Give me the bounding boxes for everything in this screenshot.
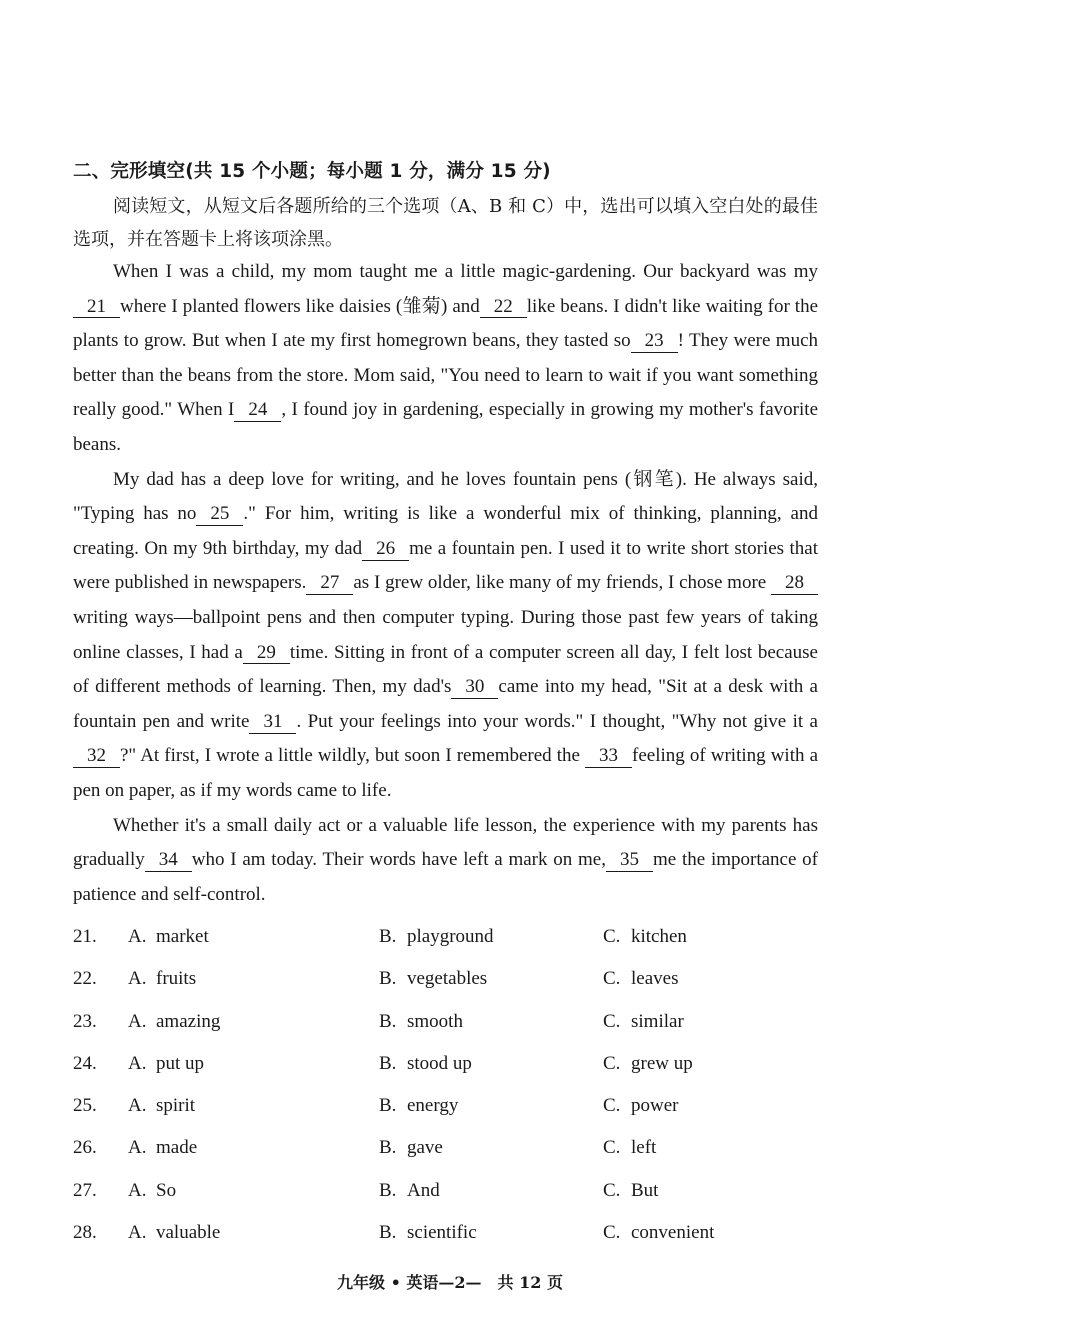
option-text: convenient	[631, 1222, 715, 1244]
answer-options-list	[73, 918, 833, 1256]
option-c[interactable]	[603, 926, 687, 948]
passage-text: . Put your feelings into your words." I thought, "Why not give it a	[296, 710, 818, 732]
blank-32: 32	[73, 746, 120, 768]
question-row	[73, 918, 833, 960]
option-text: grew up	[631, 1052, 693, 1074]
option-letter: A.	[128, 968, 147, 990]
question-row	[73, 1003, 833, 1045]
option-letter: B.	[379, 1010, 397, 1032]
blank-28: 28	[771, 573, 818, 595]
option-text: similar	[631, 1010, 684, 1032]
passage-text: Whether it's a small daily act or a valuable life lesson, the experience with my parents has gradually	[73, 814, 818, 871]
option-c[interactable]	[603, 1095, 678, 1117]
option-text: kitchen	[631, 926, 687, 947]
question-number: 27.	[73, 1179, 97, 1201]
question-number: 23.	[73, 1010, 97, 1032]
option-text: fruits	[156, 968, 197, 990]
cloze-passage	[73, 255, 818, 912]
option-letter: C.	[603, 968, 621, 990]
option-text: But	[631, 1179, 659, 1201]
question-number: 24.	[73, 1052, 97, 1074]
passage-text: writing ways—ballpoint pens and then computer typing. During those past few years of taking online classes, I had a	[73, 606, 818, 663]
question-number: 26.	[73, 1137, 97, 1159]
blank-24: 24	[234, 400, 281, 422]
option-letter: C.	[603, 1095, 621, 1117]
passage-text: me the importance of patience and self-control.	[73, 849, 818, 905]
question-row	[73, 1172, 833, 1214]
option-letter: C.	[603, 1052, 621, 1074]
option-b[interactable]	[379, 926, 494, 948]
option-letter: A.	[128, 1179, 147, 1201]
question-row	[73, 1214, 833, 1256]
option-letter: C.	[603, 1137, 621, 1159]
question-number: 21.	[73, 926, 97, 947]
option-text: spirit	[156, 1095, 196, 1117]
blank-23: 23	[631, 331, 678, 353]
passage-text: ." For him, writing is like a wonderful mix of thinking, planning, and creating. On my 9th birthday, my dad	[73, 503, 818, 559]
option-letter: B.	[379, 1137, 397, 1159]
option-b[interactable]	[379, 1137, 443, 1159]
passage-text: like beans. I didn't like waiting for the plants to grow. But when I ate my first homegrown beans, they tasted so	[73, 295, 818, 352]
option-letter: A.	[128, 1222, 147, 1244]
passage-text: , I found joy in gardening, especially in growing my mother's favorite beans.	[73, 399, 819, 455]
option-letter: B.	[379, 1095, 397, 1117]
page-footer: 九年级 • 英语—2— 共 12 页	[337, 1273, 563, 1292]
passage-paragraph-3	[73, 809, 818, 913]
section-title: 二、完形填空(共 15 个小题；每小题 1 分，满分 15 分)	[73, 161, 551, 182]
option-a[interactable]	[128, 1011, 220, 1033]
option-letter: B.	[379, 926, 397, 947]
option-text: amazing	[156, 1010, 221, 1032]
blank-34: 34	[145, 850, 192, 872]
option-a[interactable]	[128, 1180, 176, 1202]
option-letter: A.	[128, 1010, 147, 1032]
option-a[interactable]	[128, 1137, 197, 1159]
passage-text: as I grew older, like many of my friends, I chose more	[353, 572, 767, 594]
option-a[interactable]	[128, 926, 209, 948]
option-a[interactable]	[128, 1095, 195, 1117]
option-text: playground	[407, 926, 494, 947]
blank-30: 30	[451, 677, 498, 699]
option-letter: A.	[128, 1052, 147, 1074]
passage-paragraph-2	[73, 463, 818, 809]
option-letter: C.	[603, 1222, 621, 1244]
passage-text: feeling of writing with a pen on paper, as if my words came to life.	[73, 745, 818, 801]
blank-31: 31	[249, 712, 296, 734]
passage-text: When I was a child, my mom taught me a little magic-gardening. Our backyard was my	[113, 261, 818, 282]
question-row	[73, 1087, 833, 1129]
option-a[interactable]	[128, 968, 196, 990]
passage-text: me a fountain pen. I used it to write short stories that were published in newspapers.	[73, 537, 818, 594]
option-text: vegetables	[407, 968, 488, 990]
option-text: energy	[407, 1095, 459, 1117]
passage-text: who I am today. Their words have left a mark on me,	[191, 849, 606, 871]
passage-text: where I planted flowers like daisies (雏菊) and	[120, 295, 480, 317]
option-letter: B.	[379, 1052, 397, 1074]
option-letter: C.	[603, 1179, 621, 1201]
option-letter: C.	[603, 926, 621, 947]
question-row	[73, 960, 833, 1002]
blank-29: 29	[243, 643, 290, 665]
blank-35: 35	[606, 850, 653, 872]
blank-27: 27	[306, 573, 353, 595]
option-text: put up	[156, 1052, 205, 1074]
option-c[interactable]	[603, 968, 678, 990]
option-text: scientific	[407, 1222, 477, 1244]
option-c[interactable]	[603, 1053, 693, 1075]
option-text: smooth	[407, 1010, 463, 1032]
blank-33: 33	[585, 746, 632, 768]
option-b[interactable]	[379, 1222, 477, 1244]
blank-22: 22	[480, 297, 527, 319]
option-b[interactable]	[379, 1180, 440, 1202]
option-letter: B.	[379, 1179, 397, 1201]
question-number: 25.	[73, 1095, 97, 1117]
option-c[interactable]	[603, 1137, 656, 1159]
option-text: stood up	[407, 1052, 472, 1074]
option-letter: B.	[379, 1222, 397, 1244]
section-instructions: 阅读短文，从短文后各题所给的三个选项（A、B 和 C）中，选出可以填入空白处的最佳选项，并在答题卡上将该项涂黑。	[73, 196, 818, 250]
option-text: made	[156, 1137, 198, 1159]
option-text: leaves	[631, 968, 679, 990]
option-text: So	[156, 1179, 177, 1201]
option-b[interactable]	[379, 968, 487, 990]
option-a[interactable]	[128, 1222, 220, 1244]
option-b[interactable]	[379, 1011, 463, 1033]
blank-25: 25	[196, 504, 243, 526]
blank-26: 26	[362, 539, 409, 561]
option-a[interactable]	[128, 1053, 204, 1075]
question-row	[73, 1129, 833, 1171]
question-number: 28.	[73, 1222, 97, 1244]
option-c[interactable]	[603, 1011, 684, 1033]
option-b[interactable]	[379, 1095, 458, 1117]
option-text: And	[407, 1179, 440, 1201]
option-c[interactable]	[603, 1180, 658, 1202]
option-letter: A.	[128, 926, 147, 947]
option-letter: B.	[379, 968, 397, 990]
passage-text: ?" At first, I wrote a little wildly, but soon I remembered the	[120, 745, 580, 767]
option-text: left	[631, 1137, 657, 1159]
option-text: valuable	[156, 1222, 221, 1244]
passage-text: My dad has a deep love for writing, and he loves fountain pens (钢笔). He always said, "Typing has no	[73, 468, 818, 525]
option-b[interactable]	[379, 1053, 472, 1075]
passage-paragraph-1	[73, 255, 818, 463]
option-c[interactable]	[603, 1222, 714, 1244]
question-row	[73, 1045, 833, 1087]
passage-text: came into my head, "Sit at a desk with a fountain pen and write	[73, 676, 818, 732]
option-letter: A.	[128, 1095, 147, 1117]
option-text: gave	[407, 1137, 443, 1159]
option-letter: C.	[603, 1010, 621, 1032]
blank-21: 21	[73, 297, 120, 319]
question-number: 22.	[73, 968, 97, 990]
passage-text: time. Sitting in front of a computer screen all day, I felt lost because of different methods of learning. Then, my dad's	[73, 641, 818, 698]
option-text: market	[156, 926, 209, 947]
option-letter: A.	[128, 1137, 147, 1159]
option-text: power	[631, 1095, 679, 1117]
passage-text: ! They were much better than the beans from the store. Mom said, "You need to learn to wait if you want something really good." When I	[73, 330, 818, 421]
